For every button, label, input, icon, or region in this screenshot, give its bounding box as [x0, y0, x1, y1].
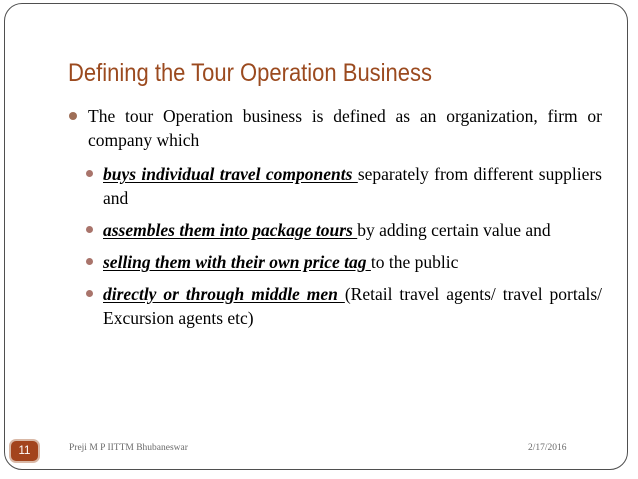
emphasis-text: assembles them into package tours	[103, 220, 358, 240]
bullet-text: separately from different suppliers and	[103, 164, 602, 208]
bullet-dot-icon	[86, 170, 93, 177]
bullet-dot-icon	[86, 290, 93, 297]
bullet-dot-icon	[86, 226, 93, 233]
emphasis-text: directly or through middle men	[103, 284, 345, 304]
sub-bullet-directly	[66, 282, 602, 330]
bullet-dot-icon	[69, 112, 77, 120]
bullet-text: (Retail travel agents/ travel portals/ Excursion agents etc)	[103, 284, 602, 328]
sub-bullet-buys	[66, 162, 602, 210]
sub-bullet-assembles	[66, 218, 602, 242]
footer-author: Preji M P IITTM Bhubaneswar	[69, 443, 188, 453]
page-number-badge: 11	[9, 439, 40, 463]
bullet-dot-icon	[86, 258, 93, 265]
bullet-level1	[66, 104, 602, 152]
emphasis-text: selling them with their own price tag	[103, 252, 371, 272]
bullet-text: The tour Operation business is defined as an organization, firm or company which	[88, 106, 602, 150]
footer-date: 2/17/2016	[528, 443, 567, 453]
bullet-text: to the public	[370, 252, 459, 272]
slide-title: Defining the Tour Operation Business	[68, 59, 433, 87]
bullet-text: by adding certain value and	[357, 220, 551, 240]
emphasis-text: buys individual travel components	[103, 164, 358, 184]
sub-bullet-selling	[66, 250, 602, 274]
slide-content	[66, 104, 602, 338]
